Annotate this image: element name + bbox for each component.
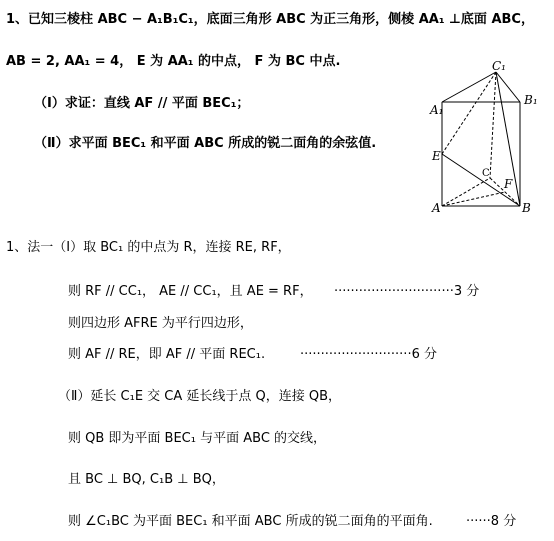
- problem-part-2: （Ⅱ）求平面 BEC₁ 和平面 ABC 所成的锐二面角的余弦值.: [34, 136, 377, 151]
- prism-figure: [428, 58, 548, 218]
- solution-part-2-step-3: 则 ∠C₁BC 为平面 BEC₁ 和平面 ABC 所成的锐二面角的平面角.: [68, 514, 433, 529]
- solution-part-2-intro: （Ⅱ）延长 C₁E 交 CA 延长线于点 Q，连接 QB，: [58, 389, 342, 404]
- label-C: C: [482, 168, 490, 179]
- edge-AC: [442, 178, 490, 206]
- segment-AF: [442, 192, 505, 206]
- label-B1: B₁: [524, 93, 538, 107]
- label-B: B: [522, 201, 531, 215]
- problem-title-line-1: 1、已知三棱柱 ABC − A₁B₁C₁，底面三角形 ABC 为正三角形，侧棱 AA₁ ⊥底面 ABC，: [6, 12, 534, 27]
- solution-part-2-step-1: 则 QB 即为平面 BEC₁ 与平面 ABC 的交线，: [68, 431, 327, 446]
- problem-part-1: （Ⅰ）求证：直线 AF // 平面 BEC₁；: [34, 96, 250, 111]
- segment-EC1: [442, 72, 496, 154]
- label-E: E: [432, 149, 441, 163]
- solution-step-1: 则 RF // CC₁， AE // CC₁，且 AE = RF，: [68, 284, 313, 299]
- solution-step-1-score: ·····························3 分: [334, 284, 480, 299]
- edge-CC1: [490, 72, 496, 178]
- label-A: A: [432, 201, 441, 215]
- label-A1: A₁: [430, 103, 444, 117]
- solution-step-3-score: ···························6 分: [300, 347, 437, 362]
- edge-A1C1: [442, 72, 496, 102]
- label-C1: C₁: [492, 59, 506, 73]
- problem-title-line-2: AB = 2, AA₁ = 4， E 为 AA₁ 的中点， F 为 BC 中点.: [6, 54, 341, 69]
- solution-step-2: 则四边形 AFRE 为平行四边形，: [68, 316, 253, 331]
- solution-part-2-step-3-score: ······8 分: [466, 514, 517, 529]
- solution-step-3: 则 AF // RE，即 AF // 平面 REC₁.: [68, 347, 266, 362]
- solution-intro: 1、法一（Ⅰ）取 BC₁ 的中点为 R，连接 RE, RF，: [6, 240, 291, 255]
- label-F: F: [504, 177, 513, 191]
- edge-C1B1: [496, 72, 520, 102]
- solution-part-2-step-2: 且 BC ⊥ BQ, C₁B ⊥ BQ，: [68, 472, 225, 487]
